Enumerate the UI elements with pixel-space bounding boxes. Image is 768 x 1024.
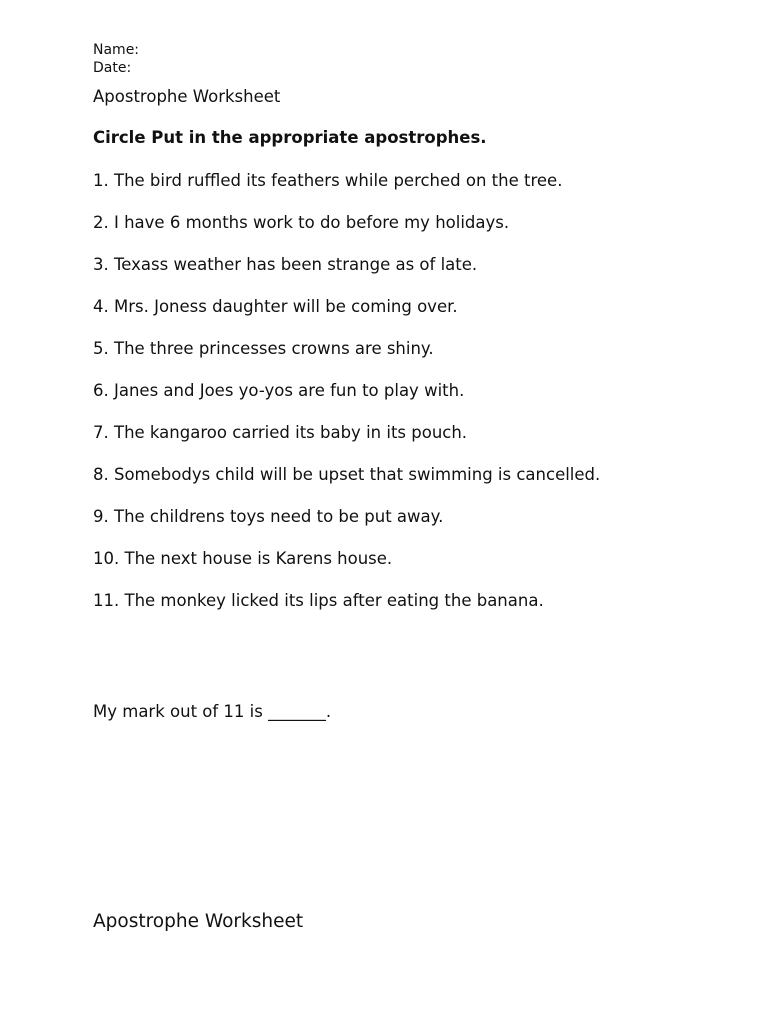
question-item: 10. The next house is Karens house.: [93, 549, 393, 568]
date-label: Date:: [93, 60, 132, 76]
question-item: 7. The kangaroo carried its baby in its pouch.: [93, 423, 468, 442]
question-item: 3. Texass weather has been strange as of late.: [93, 255, 478, 274]
page-title: Apostrophe Worksheet: [93, 87, 281, 106]
footer-title: Apostrophe Worksheet: [93, 911, 304, 932]
question-list: [93, 171, 600, 633]
question-item: 1. The bird ruffled its feathers while perched on the tree.: [93, 171, 563, 190]
name-label: Name:: [93, 42, 140, 58]
question-item: 2. I have 6 months work to do before my holidays.: [93, 213, 510, 232]
mark-line: My mark out of 11 is _______.: [93, 702, 332, 721]
question-item: 9. The childrens toys need to be put away.: [93, 507, 444, 526]
instructions: Circle Put in the appropriate apostrophes.: [93, 128, 487, 147]
question-item: 8. Somebodys child will be upset that swimming is cancelled.: [93, 465, 601, 484]
question-item: 4. Mrs. Joness daughter will be coming over.: [93, 297, 458, 316]
question-item: 6. Janes and Joes yo-yos are fun to play with.: [93, 381, 465, 400]
question-item: 5. The three princesses crowns are shiny.: [93, 339, 434, 358]
question-item: 11. The monkey licked its lips after eating the banana.: [93, 591, 544, 610]
